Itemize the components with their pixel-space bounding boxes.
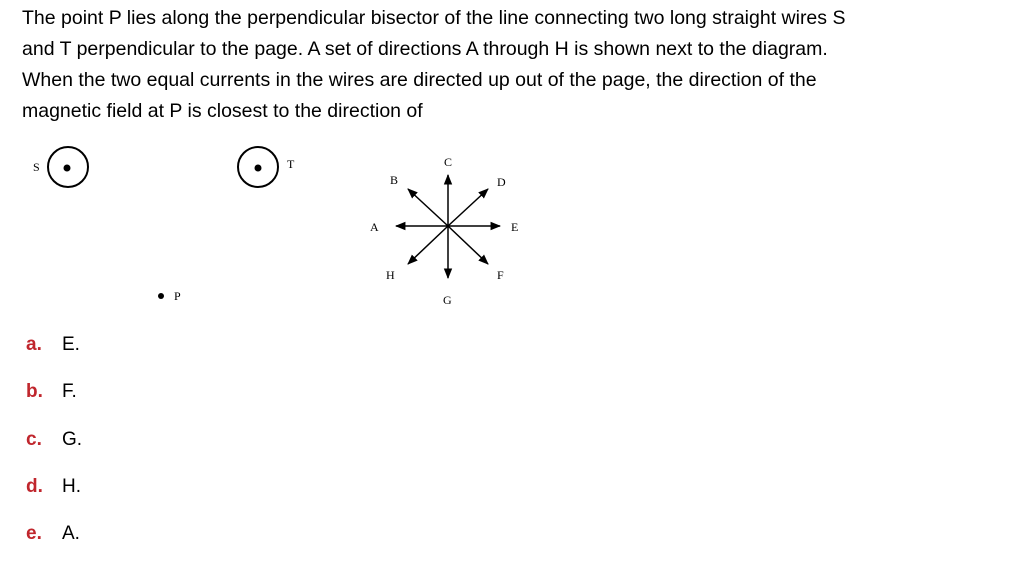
arrow-d	[448, 189, 488, 226]
option-a[interactable]	[26, 332, 82, 379]
point-p-dot	[158, 293, 164, 299]
wire-t	[238, 147, 295, 187]
question-line: magnetic field at P is closest to the direction of	[22, 100, 423, 122]
label-h: H	[386, 268, 395, 282]
question-line: When the two equal currents in the wires are directed up out of the page, the direction of the	[22, 69, 817, 91]
option-letter: b.	[26, 381, 43, 403]
direction-compass	[370, 155, 518, 307]
wire-s-label: S	[33, 160, 40, 174]
option-letter: a.	[26, 334, 42, 355]
label-b: B	[390, 173, 399, 187]
arrow-h	[408, 226, 448, 264]
option-c[interactable]	[26, 427, 82, 474]
option-text: G.	[62, 428, 83, 450]
option-letter: c.	[26, 428, 42, 450]
wire-t-dot	[255, 165, 262, 172]
option-text: A.	[62, 523, 80, 545]
label-d: D	[497, 175, 506, 189]
option-d[interactable]	[26, 474, 82, 521]
option-e[interactable]	[26, 521, 82, 568]
arrow-b	[408, 189, 448, 226]
point-p	[158, 289, 181, 303]
wire-t-label: T	[287, 157, 295, 171]
option-letter: d.	[26, 475, 43, 497]
option-text: H.	[62, 475, 81, 497]
wire-s-dot	[64, 165, 71, 172]
answer-options	[26, 332, 82, 568]
option-letter: e.	[26, 523, 42, 545]
option-text: F.	[62, 381, 77, 403]
label-a: A	[370, 220, 379, 234]
question-line: and T perpendicular to the page. A set of directions A through H is shown next to the diagram.	[22, 38, 828, 60]
arrow-f	[448, 226, 488, 264]
label-c: C	[444, 155, 453, 169]
label-f: F	[497, 268, 504, 282]
wire-s	[33, 147, 88, 187]
question-line: The point P lies along the perpendicular bisector of the line connecting two long straight wires S	[22, 7, 846, 29]
option-b[interactable]	[26, 379, 82, 426]
label-e: E	[511, 220, 519, 234]
point-p-label: P	[174, 289, 181, 303]
option-text: E.	[62, 334, 80, 355]
label-g: G	[443, 293, 452, 307]
